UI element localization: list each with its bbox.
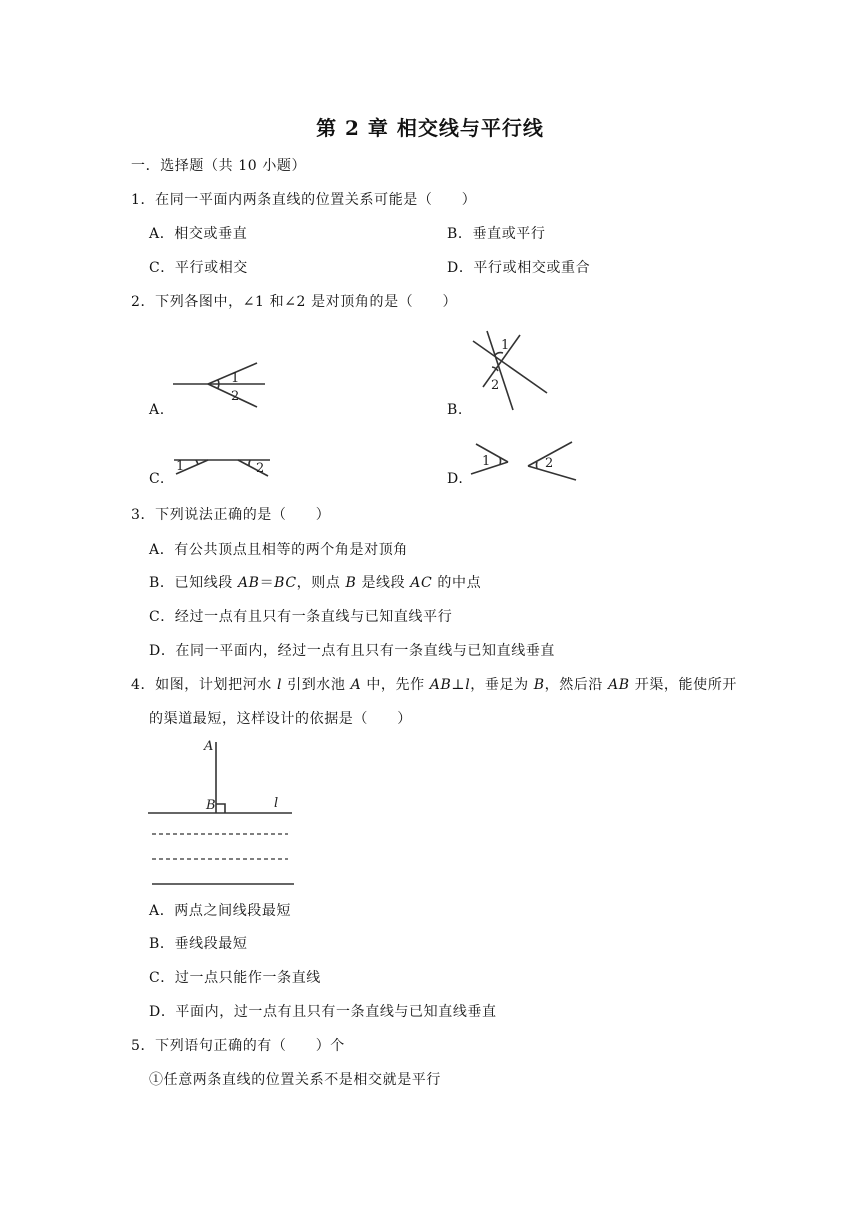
q3-option-b: B．已知线段 AB＝BC，则点 B 是线段 AC 的中点 — [149, 575, 482, 591]
q1-option-c: C．平行或相交 — [149, 260, 248, 276]
q2-figure-d — [468, 436, 583, 486]
q2-option-d-label: D. — [447, 471, 464, 487]
q3-option-a: A．有公共顶点且相等的两个角是对顶角 — [149, 542, 408, 558]
q3-option-d: D．在同一平面内，经过一点有且只有一条直线与已知直线垂直 — [149, 643, 556, 659]
q2-option-a-label: A. — [149, 402, 165, 418]
q3-option-c: C．经过一点有且只有一条直线与已知直线平行 — [149, 609, 453, 625]
q2-figure-c — [168, 450, 278, 490]
q4-point-a-label: A — [204, 739, 214, 754]
q2-d-angle2-label: 2 — [545, 456, 554, 471]
q1-option-d: D．平行或相交或重合 — [447, 260, 591, 276]
q2-option-b-label: B. — [447, 402, 463, 418]
q1-option-b: B．垂直或平行 — [447, 226, 546, 242]
q4-option-c: C．过一点只能作一条直线 — [149, 970, 321, 986]
q4-figure — [148, 736, 298, 888]
q4-point-b-label: B — [206, 798, 216, 813]
q2-stem: 2．下列各图中，∠1 和∠2 是对顶角的是（ ） — [131, 294, 458, 310]
q2-c-angle1-label: 1 — [176, 459, 185, 474]
q1-stem: 1．在同一平面内两条直线的位置关系可能是（ ） — [131, 192, 477, 208]
page-title: 第 2 章 相交线与平行线 — [316, 116, 544, 140]
q2-d-angle1-label: 1 — [482, 454, 491, 469]
q4-option-a: A．两点之间线段最短 — [149, 903, 292, 919]
q2-c-angle2-label: 2 — [256, 461, 265, 476]
q2-a-angle2-label: 2 — [231, 389, 240, 404]
q5-stem: 5．下列语句正确的有（ ）个 — [131, 1038, 345, 1054]
q1-option-a: A．相交或垂直 — [149, 226, 248, 242]
q2-option-c-label: C. — [149, 471, 165, 487]
section-heading: 一．选择题（共 10 小题） — [131, 158, 307, 174]
q2-figure-a — [165, 355, 275, 415]
q3-stem: 3．下列说法正确的是（ ） — [131, 507, 331, 523]
q2-figure-b — [465, 325, 555, 415]
q5-item-1: ①任意两条直线的位置关系不是相交就是平行 — [149, 1072, 441, 1088]
q4-stem-line2: 的渠道最短，这样设计的依据是（ ） — [149, 711, 412, 727]
q4-line-l-label: l — [274, 796, 279, 811]
q4-option-b: B．垂线段最短 — [149, 936, 248, 952]
q4-option-d: D．平面内，过一点有且只有一条直线与已知直线垂直 — [149, 1004, 497, 1020]
q2-b-angle2-label: 2 — [491, 378, 500, 393]
q4-stem-line1: 4．如图，计划把河水 l 引到水池 A 中，先作 AB⊥l，垂足为 B，然后沿 AB 开渠，能使所开 — [131, 677, 737, 693]
q2-a-angle1-label: 1 — [231, 371, 240, 386]
q2-b-angle1-label: 1 — [501, 338, 510, 353]
